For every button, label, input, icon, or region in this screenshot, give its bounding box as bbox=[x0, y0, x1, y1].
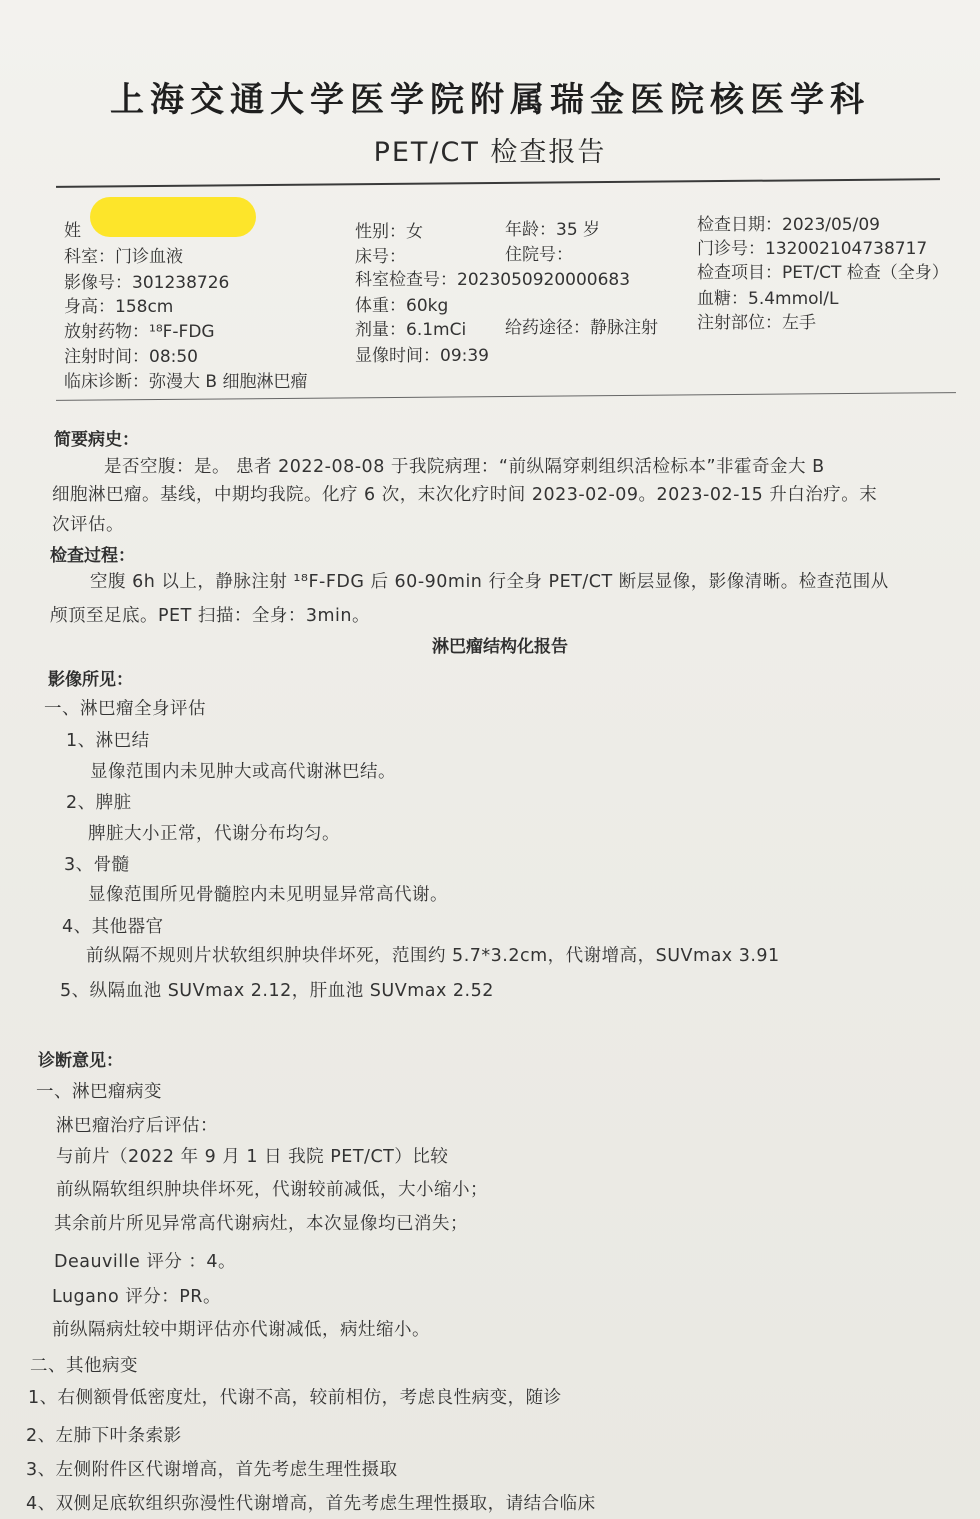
radiopharm-label: 放射药物： bbox=[64, 322, 149, 342]
exam-item: 检查项目：PET/CT 检查（全身） bbox=[697, 263, 949, 283]
injection-time: 注射时间：08:50 bbox=[64, 347, 198, 367]
patient-name-label: 姓 bbox=[64, 221, 81, 241]
finding-text-1: 显像范围内未见肿大或高代谢淋巴结。 bbox=[90, 762, 396, 782]
exam-date: 检查日期：2023/05/09 bbox=[697, 215, 880, 235]
info-rule bbox=[56, 392, 956, 401]
hospital-title: 上海交通大学医学院附属瑞金医院核医学科 bbox=[110, 80, 870, 120]
patient-sex: 性别：女 bbox=[355, 222, 423, 242]
finding-item-2: 2、脾脏 bbox=[66, 793, 132, 813]
finding-item-3: 3、骨髓 bbox=[64, 855, 130, 875]
clinic-no: 门诊号：132002104738717 bbox=[697, 239, 928, 259]
impression-line-7: 前纵隔病灶较中期评估亦代谢减低，病灶缩小。 bbox=[52, 1320, 430, 1340]
structured-report-title: 淋巴瘤结构化报告 bbox=[432, 637, 568, 657]
radiopharm bbox=[64, 317, 215, 342]
impression-section-1: 一、淋巴瘤病变 bbox=[36, 1082, 162, 1102]
imaging-time: 显像时间：09:39 bbox=[355, 346, 489, 366]
impression-line-2: 与前片（2022 年 9 月 1 日 我院 PET/CT）比较 bbox=[56, 1147, 449, 1167]
history-line-1: 是否空腹：是。 患者 2022-08-08 于我院病理：“前纵隔穿刺组织活检标本”非霍奇金大 B bbox=[104, 457, 825, 477]
department: 科室：门诊血液 bbox=[64, 247, 183, 267]
history-heading: 简要病史： bbox=[54, 430, 139, 450]
blood-glucose: 血糖：5.4mmol/L bbox=[697, 289, 839, 309]
bed-no: 床号： bbox=[355, 247, 406, 267]
impression-line-5: Deauville 评分 ：4。 bbox=[54, 1252, 237, 1272]
impression-line-4: 其余前片所见异常高代谢病灶，本次显像均已消失； bbox=[54, 1214, 468, 1234]
impression-line-1: 淋巴瘤治疗后评估： bbox=[56, 1116, 218, 1136]
finding-text-2: 脾脏大小正常，代谢分布均匀。 bbox=[88, 824, 340, 844]
clinical-diagnosis: 临床诊断：弥漫大 B 细胞淋巴瘤 bbox=[64, 372, 308, 392]
findings-section-1: 一、淋巴瘤全身评估 bbox=[44, 699, 206, 719]
radiopharm-value: ¹⁸F-FDG bbox=[149, 322, 215, 342]
report-title: PET/CT 检查报告 bbox=[373, 137, 607, 168]
header-rule bbox=[56, 178, 940, 188]
finding-item-4: 4、其他器官 bbox=[62, 917, 164, 937]
other-lesion-4: 4、双侧足底软组织弥漫性代谢增高，首先考虑生理性摄取，请结合临床 bbox=[26, 1494, 596, 1514]
procedure-heading: 检查过程： bbox=[50, 546, 135, 566]
other-lesion-1: 1、右侧额骨低密度灶，代谢不高，较前相仿，考虑良性病变，随诊 bbox=[28, 1388, 562, 1408]
finding-text-3: 显像范围所见骨髓腔内未见明显异常高代谢。 bbox=[88, 885, 448, 905]
finding-text-4: 前纵隔不规则片状软组织肿块伴坏死，范围约 5.7*3.2cm，代谢增高，SUVmax 3.91 bbox=[86, 946, 780, 966]
weight: 体重：60kg bbox=[355, 296, 449, 316]
finding-item-1: 1、淋巴结 bbox=[66, 731, 150, 751]
other-lesion-2: 2、左肺下叶条索影 bbox=[26, 1426, 182, 1446]
other-lesion-3: 3、左侧附件区代谢增高，首先考虑生理性摄取 bbox=[26, 1460, 398, 1480]
route: 给药途径：静脉注射 bbox=[505, 318, 658, 338]
finding-item-5: 5、纵隔血池 SUVmax 2.12，肝血池 SUVmax 2.52 bbox=[60, 981, 494, 1001]
image-no: 影像号：301238726 bbox=[64, 273, 230, 293]
impression-section-2: 二、其他病变 bbox=[30, 1356, 138, 1376]
findings-heading: 影像所见： bbox=[48, 670, 133, 690]
impression-line-6: Lugano 评分：PR。 bbox=[52, 1287, 221, 1307]
dose: 剂量：6.1mCi bbox=[355, 320, 467, 340]
dept-exam-no: 科室检查号：2023050920000683 bbox=[355, 270, 631, 290]
procedure-line-1: 空腹 6h 以上，静脉注射 ¹⁸F-FDG 后 60-90min 行全身 PET/CT 断层显像，影像清晰。检查范围从 bbox=[90, 572, 889, 592]
impression-heading: 诊断意见： bbox=[38, 1051, 123, 1071]
history-line-3: 次评估。 bbox=[52, 515, 124, 535]
injection-site: 注射部位：左手 bbox=[697, 313, 816, 333]
height: 身高：158cm bbox=[64, 297, 174, 317]
history-line-2: 细胞淋巴瘤。基线，中期均我院。化疗 6 次，末次化疗时间 2023-02-09。2023-02-15 升白治疗。末 bbox=[52, 485, 878, 505]
name-redaction bbox=[90, 197, 256, 237]
procedure-line-2: 颅顶至足底。PET 扫描：全身：3min。 bbox=[50, 606, 370, 626]
impression-line-3: 前纵隔软组织肿块伴坏死，代谢较前减低，大小缩小； bbox=[56, 1180, 488, 1200]
patient-age: 年龄：35 岁 bbox=[505, 220, 601, 240]
admission-no: 住院号： bbox=[505, 245, 573, 265]
